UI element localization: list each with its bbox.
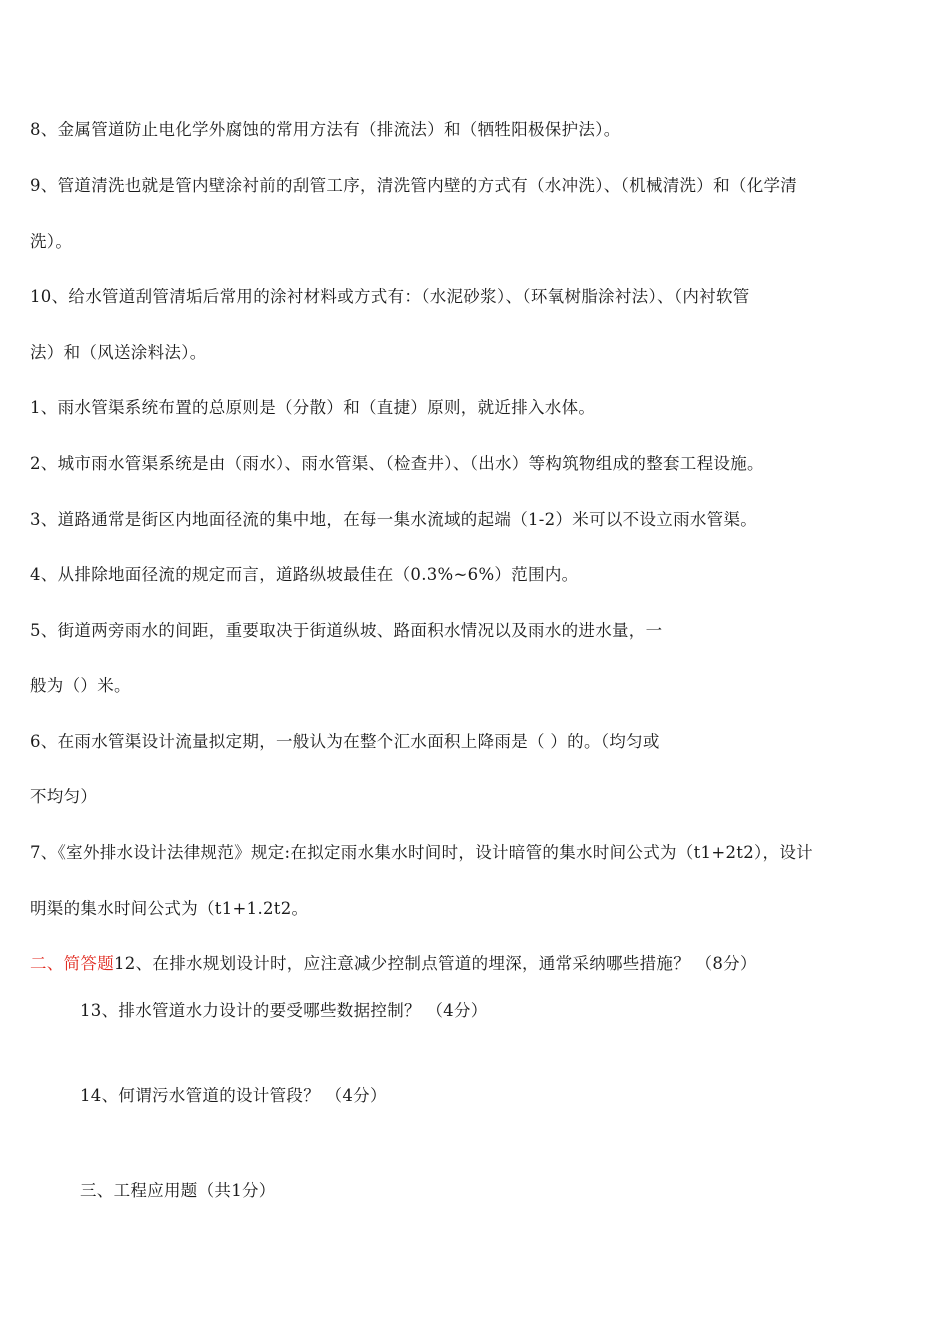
rain-question-6-line-1: 6、在雨水管渠设计流量拟定期，一般认为在整个汇水面积上降雨是（ ）的。（均匀或 [30, 732, 660, 751]
question-13: 13、排水管道水力设计的要受哪些数据控制？ （4分） [80, 1001, 488, 1020]
section-2-heading: 二、简答题 [30, 954, 114, 973]
question-9-line-2: 洗）。 [30, 232, 73, 251]
rain-question-7-line-2: 明渠的集水时间公式为（t1+1.2t2。 [30, 899, 309, 918]
question-10-line-2: 法）和（风送涂料法）。 [30, 343, 207, 362]
rain-question-6-line-2: 不均匀） [30, 787, 98, 806]
question-8: 8、金属管道防止电化学外腐蚀的常用方法有（排流法）和（牺牲阳极保护法）。 [30, 120, 621, 139]
section-3-heading: 三、工程应用题（共1分） [80, 1181, 276, 1200]
question-9-line-1: 9、管道清洗也就是管内壁涂衬前的刮管工序，清洗管内壁的方式有（水冲洗）、（机械清洗）和（化学清 [30, 176, 798, 195]
rain-question-7-line-1: 7、《室外排水设计法律规范》规定:在拟定雨水集水时间时，设计暗管的集水时间公式为（t1+2t2），设计 [30, 843, 813, 862]
short-answer-row [30, 953, 757, 975]
rain-question-5-line-2: 般为（）米。 [30, 676, 131, 695]
question-10-line-1: 10、给水管道刮管清垢后常用的涂衬材料或方式有：（水泥砂浆）、（环氧树脂涂衬法）、（内衬软管 [30, 287, 750, 306]
rain-question-4: 4、从排除地面径流的规定而言，道路纵坡最佳在（0.3%~6%）范围内。 [30, 565, 579, 584]
question-14: 14、何谓污水管道的设计管段？ （4分） [80, 1086, 387, 1105]
rain-question-3: 3、道路通常是街区内地面径流的集中地，在每一集水流域的起端（1-2）米可以不设立雨水管渠。 [30, 510, 758, 529]
rain-question-2: 2、城市雨水管渠系统是由（雨水）、雨水管渠、（检查井）、（出水）等构筑物组成的整套工程设施。 [30, 454, 764, 473]
rain-question-1: 1、雨水管渠系统布置的总原则是（分散）和（直捷）原则，就近排入水体。 [30, 398, 596, 417]
rain-question-5-line-1: 5、街道两旁雨水的间距，重要取决于街道纵坡、路面积水情况以及雨水的进水量，一 [30, 621, 663, 640]
question-12: 12、在排水规划设计时，应注意减少控制点管道的埋深，通常采纳哪些措施？ （8分） [114, 954, 757, 973]
